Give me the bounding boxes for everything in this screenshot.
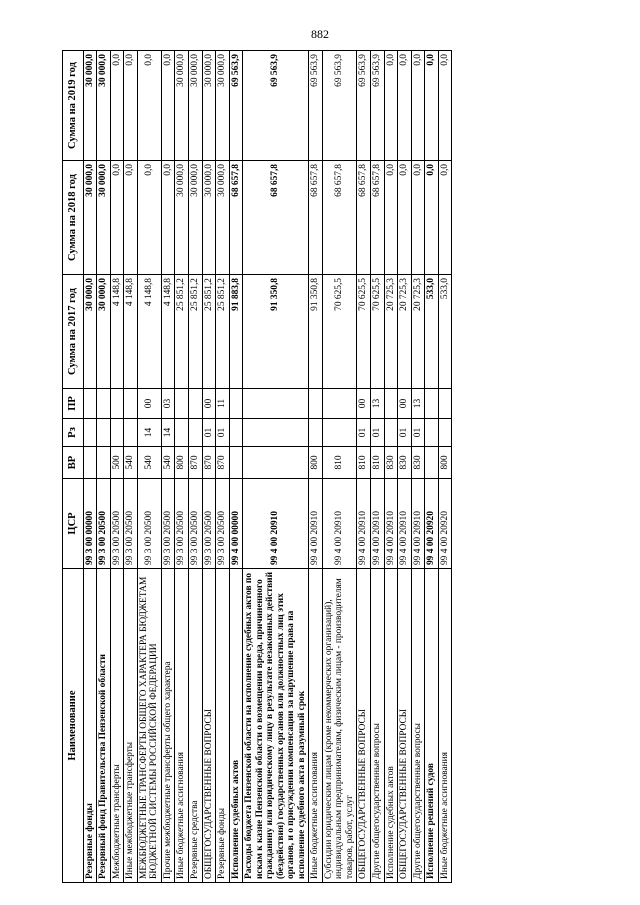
cell-2019: 0,0 bbox=[398, 51, 412, 161]
cell-name: МЕЖБЮДЖЕТНЫЕ ТРАНСФЕРТЫ ОБЩЕГО ХАРАКТЕРА БЮДЖЕТАМ БЮДЖЕТНОЙ СИСТЕМЫ РОССИЙСКОЙ ФЕДЕРАЦИИ bbox=[137, 569, 161, 883]
cell-rz: 01 bbox=[398, 419, 412, 447]
cell-csr: 99 4 00 20910 bbox=[384, 479, 398, 569]
cell-pr bbox=[384, 389, 398, 419]
cell-name: Резервный фонд Правительства Пензенской области bbox=[97, 569, 111, 883]
cell-csr: 99 3 00 20500 bbox=[161, 479, 175, 569]
cell-pr: 00 bbox=[137, 389, 161, 419]
cell-2019: 69 563,9 bbox=[370, 51, 384, 161]
cell-2017: 20 725,3 bbox=[398, 275, 412, 389]
cell-name: Другие общегосударственные вопросы bbox=[411, 569, 425, 883]
cell-2017: 91 883,8 bbox=[229, 275, 243, 389]
header-row bbox=[63, 51, 84, 883]
cell-pr: 00 bbox=[398, 389, 412, 419]
table-row bbox=[124, 51, 138, 883]
cell-vr bbox=[97, 447, 111, 479]
cell-pr bbox=[425, 389, 439, 419]
cell-csr: 99 4 00 20910 bbox=[357, 479, 371, 569]
cell-2017: 70 625,5 bbox=[322, 275, 357, 389]
cell-2018: 68 657,8 bbox=[370, 161, 384, 275]
cell-2018: 0,0 bbox=[425, 161, 439, 275]
cell-name: Резервные фонды bbox=[216, 569, 230, 883]
cell-rz: 01 bbox=[411, 419, 425, 447]
header-2018: Сумма на 2018 год bbox=[63, 161, 84, 275]
cell-vr: 810 bbox=[357, 447, 371, 479]
cell-pr: 00 bbox=[202, 389, 216, 419]
cell-csr: 99 3 00 20500 bbox=[189, 479, 203, 569]
cell-2017: 533,0 bbox=[438, 275, 452, 389]
cell-name: Прочие межбюджетные трансферты общего характера bbox=[161, 569, 175, 883]
header-vr: ВР bbox=[63, 447, 84, 479]
cell-2017: 91 350,8 bbox=[243, 275, 309, 389]
cell-2019: 0,0 bbox=[137, 51, 161, 161]
cell-csr: 99 4 00 20910 bbox=[411, 479, 425, 569]
cell-2019: 69 563,9 bbox=[357, 51, 371, 161]
cell-pr bbox=[438, 389, 452, 419]
cell-csr: 99 3 00 20500 bbox=[110, 479, 124, 569]
cell-pr: 13 bbox=[411, 389, 425, 419]
cell-vr: 810 bbox=[322, 447, 357, 479]
rotated-table-wrapper bbox=[62, 51, 586, 883]
header-pr: ПР bbox=[63, 389, 84, 419]
cell-csr: 99 4 00 00000 bbox=[229, 479, 243, 569]
table-row bbox=[189, 51, 203, 883]
cell-vr: 870 bbox=[189, 447, 203, 479]
cell-vr: 500 bbox=[110, 447, 124, 479]
cell-rz: 01 bbox=[216, 419, 230, 447]
cell-name: Субсидии юридическим лицам (кроме некоммерческих организаций), индивидуальным предпринимателям, физическим лицам - производителям товаров, работ, услуг bbox=[322, 569, 357, 883]
cell-2019: 69 563,9 bbox=[229, 51, 243, 161]
cell-vr: 870 bbox=[216, 447, 230, 479]
cell-name: Иные бюджетные ассигнования bbox=[438, 569, 452, 883]
cell-rz: 14 bbox=[137, 419, 161, 447]
table-row bbox=[110, 51, 124, 883]
cell-rz bbox=[189, 419, 203, 447]
cell-2019: 30 000,0 bbox=[189, 51, 203, 161]
cell-2017: 25 851,2 bbox=[175, 275, 189, 389]
table-stage bbox=[62, 51, 586, 883]
table-row bbox=[357, 51, 371, 883]
cell-name: Межбюджетные трансферты bbox=[110, 569, 124, 883]
cell-pr bbox=[189, 389, 203, 419]
table-row bbox=[97, 51, 111, 883]
cell-2018: 30 000,0 bbox=[216, 161, 230, 275]
cell-2018: 68 657,8 bbox=[357, 161, 371, 275]
cell-name: Иные бюджетные ассигнования bbox=[175, 569, 189, 883]
cell-2018: 0,0 bbox=[438, 161, 452, 275]
cell-csr: 99 3 00 20500 bbox=[97, 479, 111, 569]
cell-name: ОБЩЕГОСУДАРСТВЕННЫЕ ВОПРОСЫ bbox=[357, 569, 371, 883]
cell-2018: 68 657,8 bbox=[309, 161, 323, 275]
header-2019: Сумма на 2019 год bbox=[63, 51, 84, 161]
cell-rz bbox=[110, 419, 124, 447]
cell-rz: 01 bbox=[370, 419, 384, 447]
cell-2017: 4 148,8 bbox=[110, 275, 124, 389]
cell-vr: 540 bbox=[124, 447, 138, 479]
cell-2018: 0,0 bbox=[411, 161, 425, 275]
table-row bbox=[309, 51, 323, 883]
cell-2018: 30 000,0 bbox=[83, 161, 97, 275]
cell-vr: 830 bbox=[411, 447, 425, 479]
cell-name: Иные бюджетные ассигнования bbox=[309, 569, 323, 883]
table-row bbox=[398, 51, 412, 883]
cell-csr: 99 3 00 20500 bbox=[202, 479, 216, 569]
cell-vr bbox=[243, 447, 309, 479]
header-rz: Рз bbox=[63, 419, 84, 447]
cell-name: Иные межбюджетные трансферты bbox=[124, 569, 138, 883]
cell-rz: 14 bbox=[161, 419, 175, 447]
cell-vr: 830 bbox=[384, 447, 398, 479]
cell-name: Резервные фонды bbox=[83, 569, 97, 883]
cell-name: Исполнение решений судов bbox=[425, 569, 439, 883]
cell-vr bbox=[83, 447, 97, 479]
cell-2019: 30 000,0 bbox=[202, 51, 216, 161]
cell-2019: 30 000,0 bbox=[216, 51, 230, 161]
header-2017: Сумма на 2017 год bbox=[63, 275, 84, 389]
table-row bbox=[175, 51, 189, 883]
budget-table bbox=[62, 50, 452, 883]
cell-pr bbox=[97, 389, 111, 419]
table-row bbox=[411, 51, 425, 883]
cell-csr: 99 4 00 20910 bbox=[398, 479, 412, 569]
table-row bbox=[83, 51, 97, 883]
table-row bbox=[425, 51, 439, 883]
cell-csr: 99 3 00 20500 bbox=[175, 479, 189, 569]
cell-2019: 0,0 bbox=[384, 51, 398, 161]
cell-rz bbox=[322, 419, 357, 447]
cell-2017: 20 725,3 bbox=[411, 275, 425, 389]
header-name: Наименование bbox=[63, 569, 84, 883]
cell-rz bbox=[97, 419, 111, 447]
cell-2019: 0,0 bbox=[411, 51, 425, 161]
cell-2019: 0,0 bbox=[425, 51, 439, 161]
header-csr: ЦСР bbox=[63, 479, 84, 569]
cell-vr: 870 bbox=[202, 447, 216, 479]
cell-name: Расходы бюджета Пензенской области на исполнение судебных актов по искам к казне Пензенской области о возмещении вреда, причиненного гражданину или юридическому лицу в результате незаконных действий (бездействия) государственных органов или должностных лиц этих органов, и о присуждении компенсации за нарушение права на исполнение судебного акта в разумный срок bbox=[243, 569, 309, 883]
cell-vr bbox=[229, 447, 243, 479]
cell-pr: 13 bbox=[370, 389, 384, 419]
table-row bbox=[322, 51, 357, 883]
page-number: 882 bbox=[311, 27, 329, 41]
cell-2019: 30 000,0 bbox=[97, 51, 111, 161]
table-row bbox=[216, 51, 230, 883]
cell-pr: 03 bbox=[161, 389, 175, 419]
cell-vr: 810 bbox=[370, 447, 384, 479]
cell-csr: 99 3 00 20500 bbox=[124, 479, 138, 569]
cell-2017: 30 000,0 bbox=[97, 275, 111, 389]
cell-rz bbox=[229, 419, 243, 447]
cell-2018: 30 000,0 bbox=[175, 161, 189, 275]
cell-pr bbox=[309, 389, 323, 419]
cell-2018: 0,0 bbox=[124, 161, 138, 275]
cell-vr: 540 bbox=[161, 447, 175, 479]
table-row bbox=[137, 51, 161, 883]
cell-csr: 99 3 00 20500 bbox=[216, 479, 230, 569]
cell-2017: 70 625,5 bbox=[370, 275, 384, 389]
cell-rz bbox=[83, 419, 97, 447]
cell-pr bbox=[83, 389, 97, 419]
cell-name: Исполнение судебных актов bbox=[229, 569, 243, 883]
cell-2019: 0,0 bbox=[110, 51, 124, 161]
cell-pr: 11 bbox=[216, 389, 230, 419]
cell-csr: 99 4 00 20910 bbox=[322, 479, 357, 569]
cell-2017: 91 350,8 bbox=[309, 275, 323, 389]
cell-csr: 99 3 00 00000 bbox=[83, 479, 97, 569]
cell-2017: 70 625,5 bbox=[357, 275, 371, 389]
cell-vr: 800 bbox=[309, 447, 323, 479]
cell-pr bbox=[124, 389, 138, 419]
cell-2019: 0,0 bbox=[438, 51, 452, 161]
cell-vr: 540 bbox=[137, 447, 161, 479]
cell-csr: 99 4 00 20910 bbox=[309, 479, 323, 569]
cell-vr: 800 bbox=[175, 447, 189, 479]
cell-2018: 0,0 bbox=[137, 161, 161, 275]
cell-2017: 4 148,8 bbox=[161, 275, 175, 389]
cell-2017: 20 725,3 bbox=[384, 275, 398, 389]
cell-rz bbox=[175, 419, 189, 447]
cell-rz bbox=[124, 419, 138, 447]
cell-2017: 25 851,2 bbox=[189, 275, 203, 389]
cell-rz bbox=[384, 419, 398, 447]
cell-vr bbox=[425, 447, 439, 479]
cell-2018: 0,0 bbox=[384, 161, 398, 275]
cell-pr: 00 bbox=[357, 389, 371, 419]
cell-name: ОБЩЕГОСУДАРСТВЕННЫЕ ВОПРОСЫ bbox=[398, 569, 412, 883]
table-row bbox=[384, 51, 398, 883]
cell-rz bbox=[309, 419, 323, 447]
cell-csr: 99 4 00 20920 bbox=[438, 479, 452, 569]
cell-pr bbox=[322, 389, 357, 419]
cell-2017: 4 148,8 bbox=[124, 275, 138, 389]
cell-2018: 30 000,0 bbox=[97, 161, 111, 275]
cell-rz: 01 bbox=[202, 419, 216, 447]
cell-2017: 533,0 bbox=[425, 275, 439, 389]
cell-2019: 69 563,9 bbox=[322, 51, 357, 161]
cell-2018: 30 000,0 bbox=[202, 161, 216, 275]
cell-vr: 830 bbox=[398, 447, 412, 479]
cell-vr: 800 bbox=[438, 447, 452, 479]
table-row bbox=[370, 51, 384, 883]
cell-pr bbox=[175, 389, 189, 419]
table-body bbox=[83, 51, 451, 883]
cell-2019: 30 000,0 bbox=[83, 51, 97, 161]
cell-rz bbox=[425, 419, 439, 447]
cell-name: Другие общегосударственные вопросы bbox=[370, 569, 384, 883]
cell-2019: 69 563,9 bbox=[243, 51, 309, 161]
cell-2019: 0,0 bbox=[161, 51, 175, 161]
cell-name: Резервные средства bbox=[189, 569, 203, 883]
cell-2019: 30 000,0 bbox=[175, 51, 189, 161]
cell-csr: 99 4 00 20920 bbox=[425, 479, 439, 569]
table-row bbox=[202, 51, 216, 883]
cell-name: ОБЩЕГОСУДАРСТВЕННЫЕ ВОПРОСЫ bbox=[202, 569, 216, 883]
cell-csr: 99 4 00 20910 bbox=[243, 479, 309, 569]
cell-2017: 4 148,8 bbox=[137, 275, 161, 389]
cell-2018: 30 000,0 bbox=[189, 161, 203, 275]
cell-pr bbox=[229, 389, 243, 419]
cell-2018: 0,0 bbox=[161, 161, 175, 275]
cell-2017: 25 851,2 bbox=[216, 275, 230, 389]
cell-2019: 0,0 bbox=[124, 51, 138, 161]
cell-2019: 69 563,9 bbox=[309, 51, 323, 161]
cell-2017: 25 851,2 bbox=[202, 275, 216, 389]
cell-2018: 0,0 bbox=[110, 161, 124, 275]
table-row bbox=[243, 51, 309, 883]
table-row bbox=[229, 51, 243, 883]
cell-2018: 0,0 bbox=[398, 161, 412, 275]
cell-pr bbox=[243, 389, 309, 419]
cell-rz: 01 bbox=[357, 419, 371, 447]
table-row bbox=[161, 51, 175, 883]
cell-pr bbox=[110, 389, 124, 419]
table-row bbox=[438, 51, 452, 883]
cell-name: Исполнение судебных актов bbox=[384, 569, 398, 883]
cell-csr: 99 3 00 20500 bbox=[137, 479, 161, 569]
cell-2017: 30 000,0 bbox=[83, 275, 97, 389]
cell-2018: 68 657,8 bbox=[322, 161, 357, 275]
cell-2018: 68 657,8 bbox=[229, 161, 243, 275]
cell-rz bbox=[438, 419, 452, 447]
cell-csr: 99 4 00 20910 bbox=[370, 479, 384, 569]
cell-rz bbox=[243, 419, 309, 447]
cell-2018: 68 657,8 bbox=[243, 161, 309, 275]
